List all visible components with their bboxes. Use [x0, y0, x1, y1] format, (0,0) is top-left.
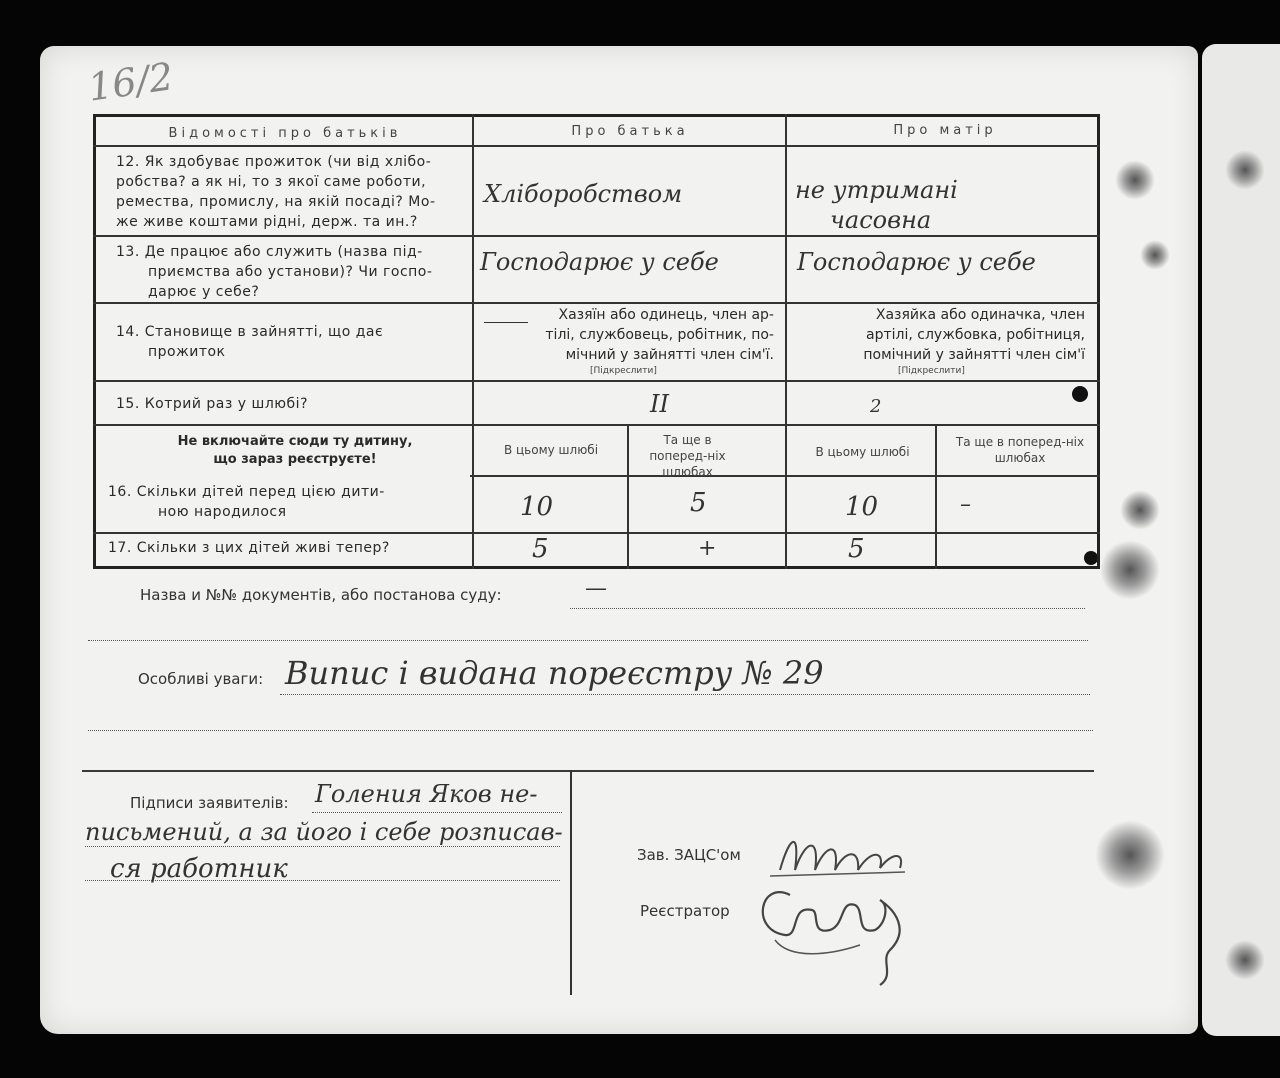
answer-13-mother: Господарює у себе: [797, 248, 1036, 276]
subheader-mother-this: В цьому шлюбі: [815, 445, 910, 459]
question-12-line2: робства? а як ні, то з якої саме роботи,: [116, 174, 427, 190]
applicants-line2: письмений, а за його і себе розписав-: [85, 818, 563, 846]
answer-16-father-prev: 5: [690, 488, 707, 518]
answer-15-father: II: [650, 390, 669, 418]
documents-value: —: [585, 576, 607, 601]
answer-14-mother-line3: помічний у зайнятті член сім'ї: [863, 347, 1085, 363]
stain: [1100, 540, 1160, 600]
stain: [1115, 160, 1155, 200]
father-underline: [484, 322, 528, 323]
stain: [1140, 240, 1170, 270]
remarks-label: Особливі уваги:: [138, 670, 264, 688]
question-14-line1: 14. Становище в зайнятті, що дає: [116, 324, 384, 340]
answer-12-mother-line1: не утримані: [795, 176, 958, 204]
remarks-value: Випис і видана пореєстру № 29: [285, 654, 824, 692]
question-12-line3: ремества, промислу, на якій посаді? Мо-: [116, 194, 436, 210]
answer-12-mother-line2: часовна: [830, 206, 932, 234]
applicants-label: Підписи заявителів:: [130, 794, 289, 812]
stain: [1120, 490, 1160, 530]
question-15: 15. Котрий раз у шлюбі?: [116, 396, 309, 412]
question-16-line2: ною народилося: [158, 504, 287, 520]
question-13-line2: приємства або установи)? Чи госпо-: [148, 264, 433, 280]
corner-mark: 16/2: [85, 54, 176, 110]
mother-note: [Підкреслити]: [898, 366, 965, 376]
answer-16-mother-this: 10: [845, 492, 879, 522]
header-mother: Про матір: [893, 123, 997, 138]
answer-17-father-prev: +: [698, 536, 717, 561]
question-12-line4: же живе коштами рідні, держ. та ин.?: [116, 214, 418, 230]
question-13-line1: 13. Де працює або служить (назва під-: [116, 244, 423, 260]
question-13-line3: дарює у себе?: [148, 284, 260, 300]
answer-16-father-this: 10: [520, 492, 554, 522]
subheader-father-this: В цьому шлюбі: [503, 443, 599, 457]
answer-17-mother-this: 5: [848, 534, 865, 564]
answer-14-mother-line2: артілі, службовка, робітниця,: [866, 327, 1085, 343]
answer-15-mother: 2: [870, 396, 882, 417]
next-page-edge: [1202, 44, 1280, 1036]
applicants-line1: Голения Яков не-: [315, 780, 538, 808]
answer-14-mother-line1: Хазяйка або одиначка, член: [875, 307, 1085, 323]
question-14-line2: прожиток: [148, 344, 226, 360]
subheader-father-prev: Та ще в поперед-ніх шлюбах: [649, 433, 726, 479]
applicants-line3: ся работник: [110, 854, 288, 884]
head-label: Зав. ЗАЦС'ом: [637, 846, 741, 864]
registrar-label: Реєстратор: [640, 902, 730, 920]
answer-14-father-line3: мічний у зайнятті член сім'ї.: [565, 347, 774, 363]
answer-12-father: Хліборобством: [484, 180, 683, 208]
answer-17-father-this: 5: [532, 534, 549, 564]
note-line2: що зараз реєструєте!: [213, 452, 377, 467]
stain: [1225, 150, 1265, 190]
answer-13-father: Господарює у себе: [480, 248, 719, 276]
header-father: Про батька: [571, 124, 689, 139]
question-12-line1: 12. Як здобуває прожиток (чи від хлібо-: [116, 154, 432, 170]
stain: [1225, 940, 1265, 980]
subheader-mother-prev: Та ще в поперед-ніх шлюбах: [955, 435, 1085, 465]
documents-label: Назва и №№ документів, або постанова суду:: [140, 586, 502, 604]
note-line1: Не включайте сюди ту дитину,: [177, 434, 413, 449]
question-16-line1: 16. Скільки дітей перед цією дити-: [108, 484, 385, 500]
stain: [1095, 820, 1165, 890]
header-parents-info: Відомості про батьків: [168, 126, 402, 141]
answer-14-father-line1: Хазяїн або одинець, член ар-: [558, 307, 774, 323]
answer-16-mother-prev: –: [960, 492, 971, 517]
answer-14-father-line2: тілі, службовець, робітник, по-: [545, 327, 774, 343]
father-note: [Підкреслити]: [590, 366, 657, 376]
question-17: 17. Скільки з цих дітей живі тепер?: [108, 540, 390, 556]
